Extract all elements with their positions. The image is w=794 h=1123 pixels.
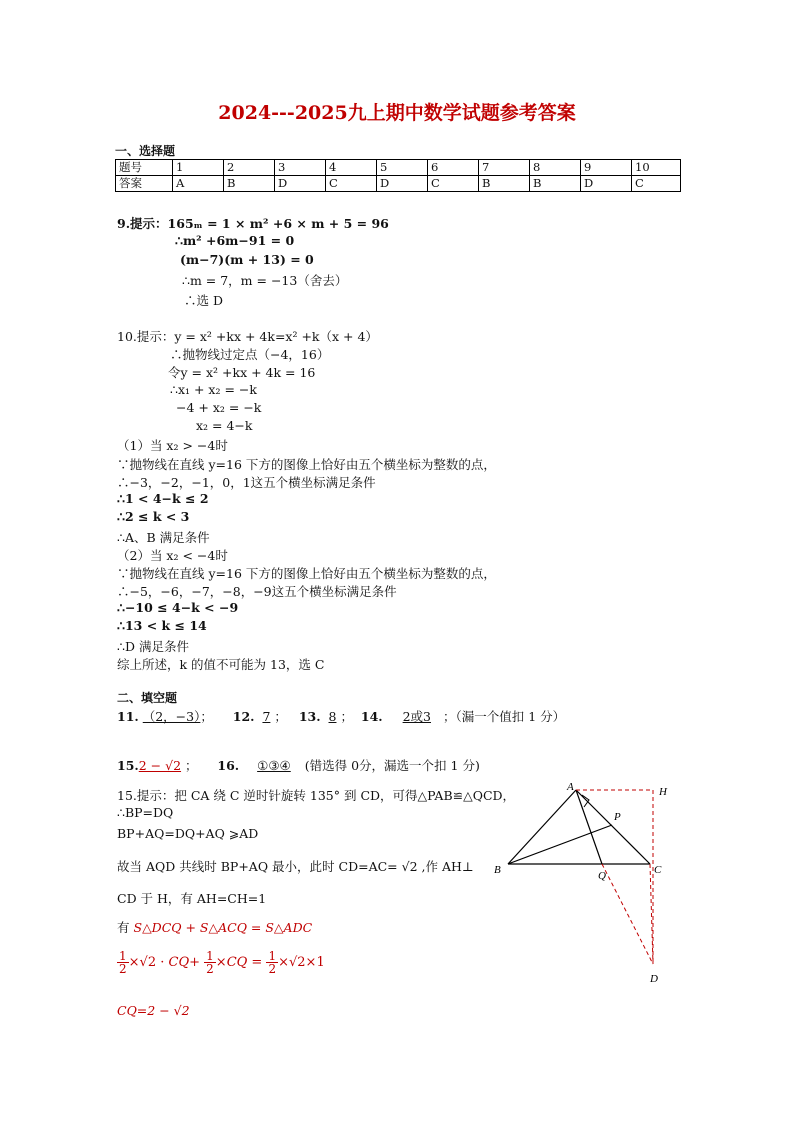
label-D: D [650,973,658,985]
q13-label: 13. [298,709,321,724]
fraction-half: $\frac{1}{2}$ [268,949,277,976]
label-Q: Q [598,870,606,882]
label-A: A [567,781,574,793]
q10-line-18: ∴D 满足条件 [117,639,189,654]
q10-line-19: 综上所述，k 的值不可能为 13，选 C [117,657,325,672]
table-cell: 1 [173,160,224,176]
q14-label: 14. [360,709,383,724]
segment-AQ [576,790,602,864]
q15-fraction-equation: $\frac{1}{2}$ ×√2 · CQ+ $\frac{1}{2}$ ×CQ = $\frac{1}{2}$ ×√2×1 [119,949,325,976]
answer-table [115,159,681,192]
table-cell: 2 [224,160,275,176]
fill-row-11-14: 11. （2，−3）； 12. 7 ； 13. 8 ； 14. 2或3 ；（漏一个值扣 1 分） [117,709,566,724]
table-cell: D [275,176,326,192]
q9-line-2: ∴m² +6m−91 = 0 [175,233,295,248]
q15-area-equation: S△DCQ + S△ACQ = S△ADC [133,920,313,935]
q10-line-13: （2）当 x₂ < −4时 [117,548,228,563]
q10-line-14: ∵抛物线在直线 y=16 下方的图像上恰好由五个横坐标为整数的点， [117,566,496,581]
q9-line-1: 9.提示：165ₘ = 1 × m² +6 × m + 5 = 96 [117,216,389,231]
q15-answer: 2 − √2 [138,758,182,773]
q10-line-5: −4 + x₂ = −k [176,400,262,415]
table-cell: D [581,176,632,192]
section-choice-heading: 一、选择题 [115,144,176,158]
q10-line-6: x₂ = 4−k [196,418,253,433]
q11-answer: （2，−3） [142,709,201,724]
table-cell: C [428,176,479,192]
q12-label: 12. [232,709,255,724]
q12-answer: 7 [262,709,271,724]
table-header-cell: 题号 [116,160,173,176]
q14-note: ；（漏一个值扣 1 分） [443,709,566,724]
q10-line-8: ∵抛物线在直线 y=16 下方的图像上恰好由五个横坐标为整数的点， [117,457,496,472]
segment-CD [650,864,653,964]
table-cell: 10 [632,160,681,176]
q9-line-3: (m−7)(m + 13) = 0 [180,252,314,267]
table-cell: A [173,176,224,192]
q16-answer: ①③④ [257,758,291,773]
page-title: 2024---2025九上期中数学试题参考答案 [218,102,576,124]
fill-row-15-16: 15.2 − √2 ； 16. ①③④ (错选得 0分，漏选一个扣 1 分) [117,758,480,773]
segment-QD [602,864,653,964]
fraction-half: $\frac{1}{2}$ [119,949,127,976]
table-cell: 8 [530,160,581,176]
table-cell: 4 [326,160,377,176]
q10-line-17: ∴13 < k ≤ 14 [117,618,207,633]
table-row-answers [116,176,681,192]
q10-line-10: ∴1 < 4−k ≤ 2 [117,491,209,506]
table-row-numbers [116,160,681,176]
fraction-half: $\frac{1}{2}$ [206,949,214,976]
q16-label: 16. [217,758,240,773]
table-cell: B [479,176,530,192]
q11-label: 11. [117,709,139,724]
q15-line-6-prefix: 有 [117,920,130,935]
segment-BP [508,825,612,864]
q15-line-1: 15.提示：把 CA 绕 C 逆时针旋转 135° 到 CD，可得△PAB≌△QCD， [117,788,516,803]
table-cell: 7 [479,160,530,176]
label-P: P [614,811,621,823]
q15-line-3: BP+AQ=DQ+AQ ⩾AD [117,826,259,841]
segment-AB [508,790,576,864]
table-cell: 3 [275,160,326,176]
q10-line-1: 10.提示：y = x² +kx + 4k=x² +k（x + 4） [117,329,378,344]
q15-line-2: ∴BP=DQ [117,805,174,820]
q16-note: (错选得 0分，漏选一个扣 1 分) [304,758,480,773]
q10-line-16: ∴−10 ≤ 4−k < −9 [117,600,239,615]
q9-line-4: ∴m = 7，m = −13（舍去） [182,273,348,288]
label-H: H [659,786,667,798]
q10-line-12: ∴A、B 满足条件 [117,530,210,545]
table-cell: C [326,176,377,192]
table-cell: 6 [428,160,479,176]
q15-line-7: CQ=2 − √2 [117,1003,190,1018]
table-cell: B [530,176,581,192]
label-B: B [494,864,501,876]
table-cell: 9 [581,160,632,176]
geometry-figure [490,778,690,988]
q15-line-4: 故当 AQD 共线时 BP+AQ 最小，此时 CD=AC= √2 ,作 AH⊥ [117,859,474,874]
q14-answer: 2或3 [402,709,431,724]
table-header-cell: 答案 [116,176,173,192]
section-fill-heading: 二、填空题 [117,691,178,705]
table-cell: B [224,176,275,192]
q13-answer: 8 [328,709,337,724]
label-C: C [654,864,662,876]
q10-line-2: ∴抛物线过定点（−4，16） [170,347,330,362]
q10-line-15: ∴−5，−6，−7，−8，−9这五个横坐标满足条件 [117,584,397,599]
q15-label: 15. [117,758,139,773]
table-cell: C [632,176,681,192]
table-cell: 5 [377,160,428,176]
q10-line-7: （1）当 x₂ > −4时 [117,438,228,453]
q10-line-11: ∴2 ≤ k < 3 [117,509,190,524]
segment-AC [576,790,650,864]
q10-line-3: 令y = x² +kx + 4k = 16 [168,365,316,380]
q10-line-9: ∴−3，−2，−1，0，1这五个横坐标满足条件 [117,475,376,490]
q15-line-6 [117,918,312,936]
q9-line-5: ∴选 D [184,293,223,308]
q15-line-5: CD 于 H，有 AH=CH=1 [117,891,267,906]
table-cell: D [377,176,428,192]
q10-line-4: ∴x₁ + x₂ = −k [170,382,257,397]
